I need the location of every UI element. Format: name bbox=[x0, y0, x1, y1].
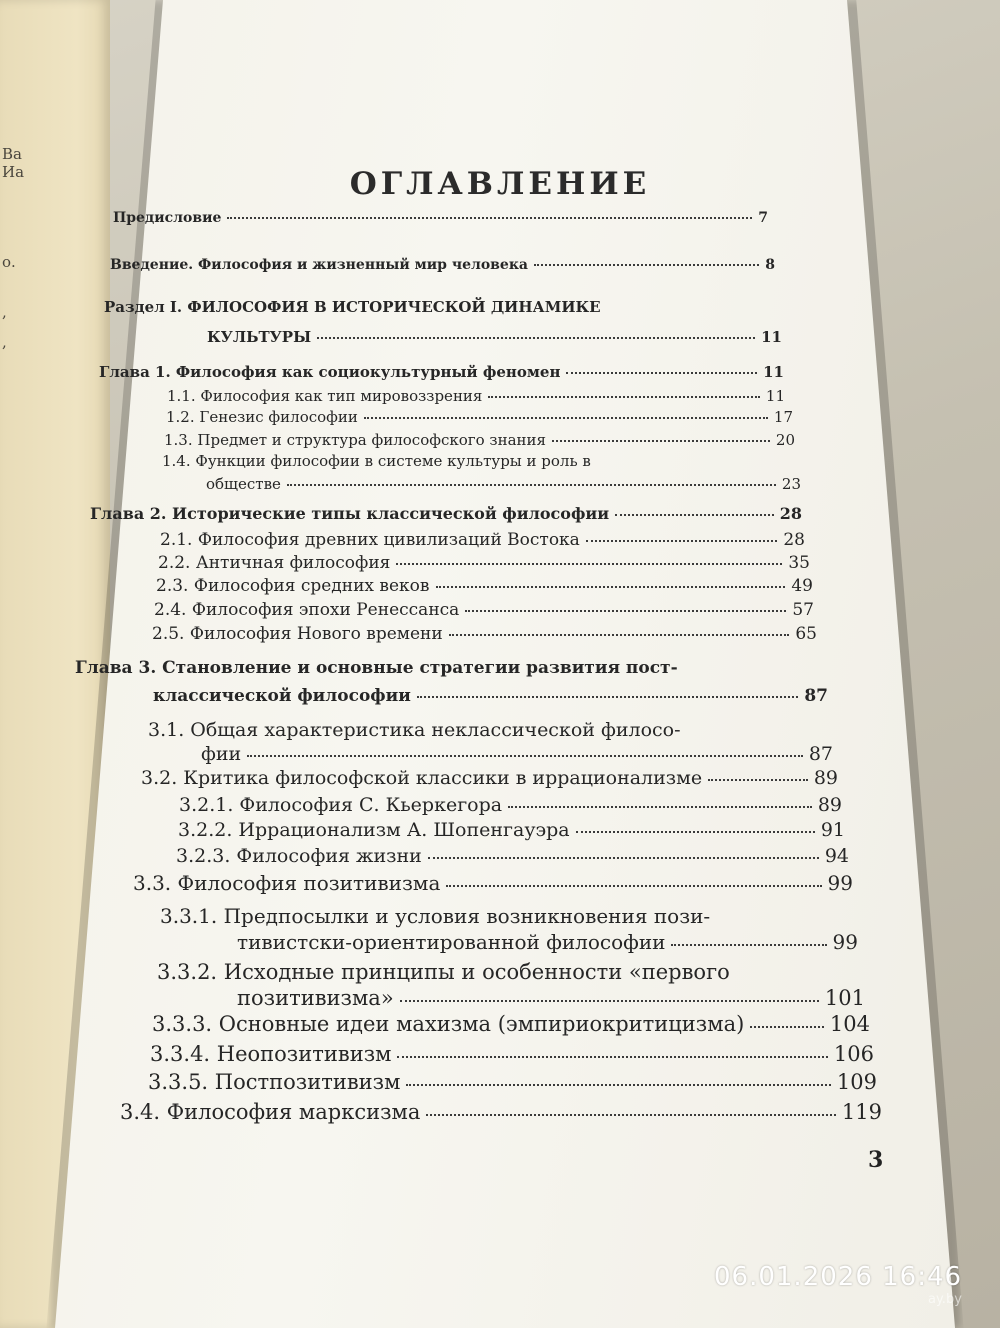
prev-page-fragment: о. bbox=[2, 253, 16, 271]
toc-entry: 3.3. Философия позитивизма 99 bbox=[133, 871, 853, 895]
watermark: ay.by bbox=[928, 1292, 962, 1307]
toc-entry: 2.1. Философия древних цивилизаций Востока 28 bbox=[160, 530, 805, 550]
toc-entry: Раздел I. ФИЛОСОФИЯ В ИСТОРИЧЕСКОЙ ДИНАМИКЕ bbox=[104, 298, 601, 316]
toc-entry: 3.2.3. Философия жизни 94 bbox=[176, 845, 849, 867]
toc-chapter: Глава 1. Философия как социокультурный феномен 11 bbox=[99, 363, 784, 381]
toc-entry: 3.3.2. Исходные принципы и особенности «первого bbox=[157, 960, 730, 984]
photo-timestamp: 06.01.2026 16:46 bbox=[714, 1262, 963, 1292]
toc-entry: КУЛЬТУРЫ 11 bbox=[207, 328, 782, 346]
toc-entry: 3.3.4. Неопозитивизм 106 bbox=[150, 1042, 874, 1066]
toc-entry: 3.4. Философия марксизма 119 bbox=[120, 1100, 882, 1124]
toc-entry: 1.1. Философия как тип мировоззрения 11 bbox=[167, 387, 785, 405]
prev-page-fragment: , bbox=[2, 303, 7, 321]
toc-entry: 3.2. Критика философской классики в иррационализме 89 bbox=[141, 767, 838, 789]
toc-entry: 3.2.2. Иррационализм А. Шопенгауэра 91 bbox=[178, 819, 845, 841]
toc-entry: обществе 23 bbox=[206, 475, 801, 493]
toc-chapter: Глава 3. Становление и основные стратегии развития пост- bbox=[75, 658, 678, 678]
toc-entry: тивистски-ориентированной философии 99 bbox=[237, 930, 858, 954]
toc-entry: 1.2. Генезис философии 17 bbox=[166, 408, 793, 426]
toc-entry: 1.4. Функции философии в системе культуры и роль в bbox=[162, 452, 591, 470]
toc-chapter: классической философии 87 bbox=[153, 686, 828, 706]
toc-entry: 2.5. Философия Нового времени 65 bbox=[152, 624, 817, 644]
toc-entry: 3.3.3. Основные идеи махизма (эмпириокритицизма) 104 bbox=[152, 1012, 870, 1036]
toc-chapter: Глава 2. Исторические типы классической философии 28 bbox=[90, 504, 802, 523]
prev-page-fragment: Ва bbox=[2, 145, 22, 163]
prev-page-fragment: , bbox=[2, 333, 7, 351]
toc-entry: 3.1. Общая характеристика неклассической филосо- bbox=[148, 719, 681, 741]
toc-entry: Введение. Философия и жизненный мир человека 8 bbox=[110, 257, 775, 273]
toc-entry: Предисловие 7 bbox=[113, 210, 768, 226]
toc-entry: 3.2.1. Философия С. Кьеркегора 89 bbox=[179, 794, 842, 816]
toc-entry: фии 87 bbox=[201, 743, 833, 765]
toc-entry: 2.4. Философия эпохи Ренессанса 57 bbox=[154, 600, 814, 620]
toc-entry: 3.3.5. Постпозитивизм 109 bbox=[148, 1070, 877, 1094]
toc-entry: 2.2. Античная философия 35 bbox=[158, 553, 810, 573]
toc-entry: 1.3. Предмет и структура философского знания 20 bbox=[164, 431, 795, 449]
toc-entry: 3.3.1. Предпосылки и условия возникновения пози- bbox=[160, 904, 711, 928]
toc-entry: 2.3. Философия средних веков 49 bbox=[156, 576, 813, 596]
page-title: ОГЛАВЛЕНИЕ bbox=[349, 166, 651, 202]
page-number: 3 bbox=[868, 1147, 884, 1173]
toc-entry: позитивизма» 101 bbox=[237, 986, 865, 1010]
prev-page-fragment: Иа bbox=[2, 163, 25, 181]
